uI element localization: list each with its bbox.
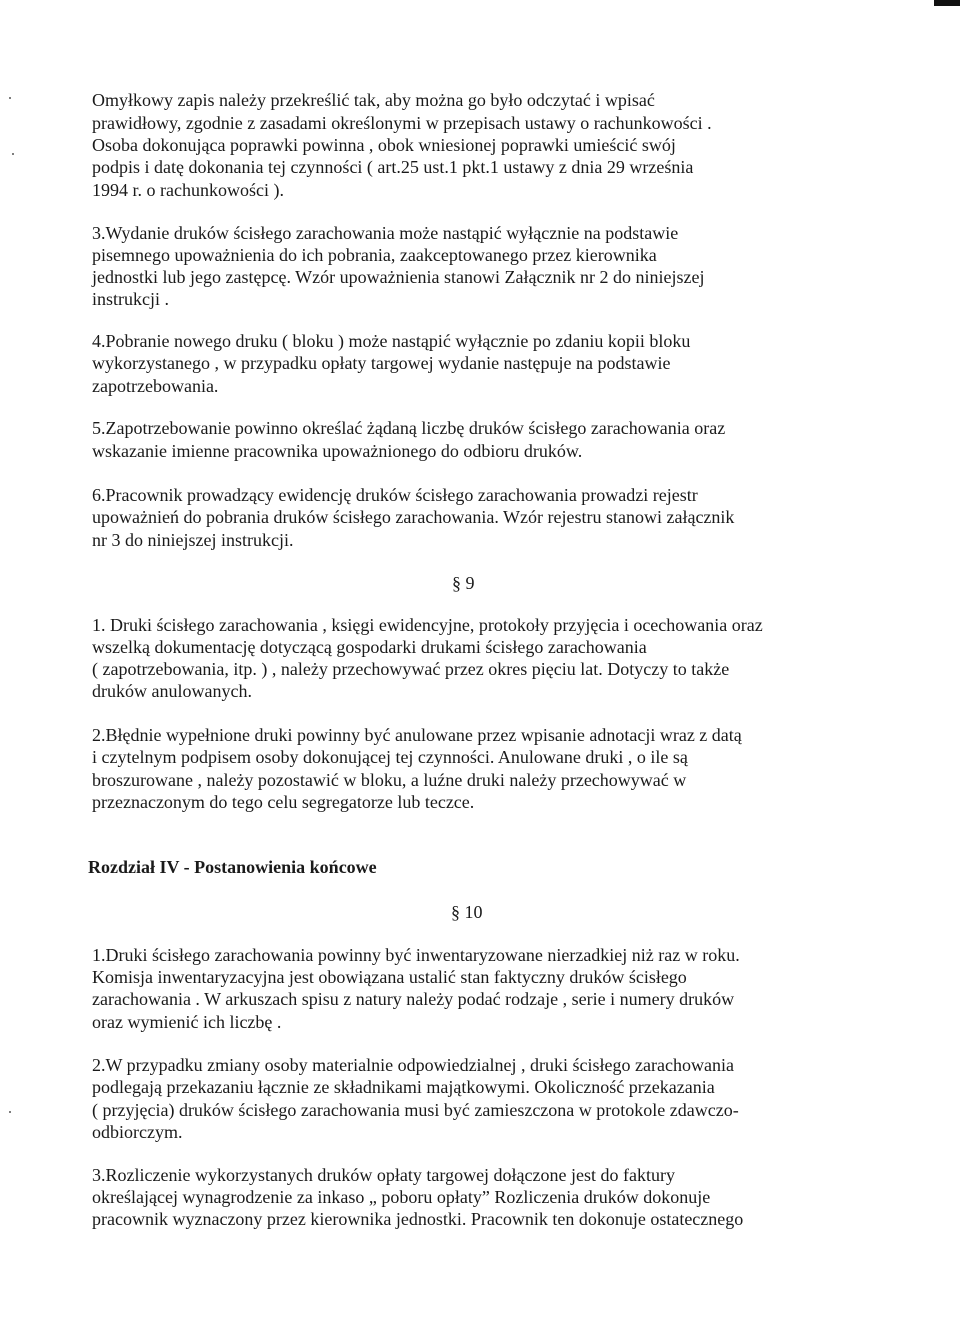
- text-line: wszelką dokumentację dotyczącą gospodarki drukami ścisłego zarachowania: [92, 637, 647, 657]
- text-line: Omyłkowy zapis należy przekreślić tak, aby można go było odczytać i wpisać: [92, 90, 655, 110]
- text-line: broszurowane , należy pozostawić w bloku, a luźne druki należy przechowywać w: [92, 770, 687, 790]
- scan-speck: [9, 1111, 11, 1113]
- scan-speck: [12, 153, 14, 155]
- text-line: wykorzystanego , w przypadku opłaty targowej wydanie następuje na podstawie: [92, 353, 671, 373]
- text-line: instrukcji .: [92, 289, 169, 309]
- text-line: zarachowania . W arkuszach spisu z natury należy podać rodzaje , serie i numery druków: [92, 989, 735, 1009]
- scan-edge-mark: [934, 0, 960, 6]
- text-line: wskazanie imienne pracownika upoważnionego do odbioru druków.: [92, 441, 583, 461]
- text-line: oraz wymienić ich liczbę .: [92, 1012, 282, 1032]
- text-line: 3.Wydanie druków ścisłego zarachowania może nastąpić wyłącznie na podstawie: [92, 223, 679, 243]
- section-heading-9: § 9: [452, 573, 475, 593]
- text-line: przeznaczonym do tego celu segregatorze lub teczce.: [92, 792, 475, 812]
- text-line: odbiorczym.: [92, 1122, 183, 1142]
- text-line: 6.Pracownik prowadzący ewidencję druków ścisłego zarachowania prowadzi rejestr: [92, 485, 698, 505]
- text-line: 5.Zapotrzebowanie powinno określać żądaną liczbę druków ścisłego zarachowania oraz: [92, 418, 726, 438]
- chapter-heading: Rozdział IV - Postanowienia końcowe: [88, 857, 377, 877]
- text-line: druków anulowanych.: [92, 681, 252, 701]
- text-line: 2.W przypadku zmiany osoby materialnie odpowiedzialnej , druki ścisłego zarachowania: [92, 1055, 734, 1075]
- text-line: podlegają przekazaniu łącznie ze składnikami majątkowymi. Okoliczność przekazania: [92, 1077, 715, 1097]
- text-line: 2.Błędnie wypełnione druki powinny być anulowane przez wpisanie adnotacji wraz z datą: [92, 725, 742, 745]
- text-line: Komisja inwentaryzacyjna jest obowiązana ustalić stan faktyczny druków ścisłego: [92, 967, 687, 987]
- text-line: i czytelnym podpisem osoby dokonującej tej czynności. Anulowane druki , o ile są: [92, 747, 688, 767]
- scan-speck: [9, 97, 11, 99]
- text-line: 3.Rozliczenie wykorzystanych druków opłaty targowej dołączone jest do faktury: [92, 1165, 675, 1185]
- text-line: pisemnego upoważnienia do ich pobrania, zaakceptowanego przez kierownika: [92, 245, 657, 265]
- text-line: nr 3 do niniejszej instrukcji.: [92, 530, 294, 550]
- text-line: podpis i datę dokonania tej czynności ( art.25 ust.1 pkt.1 ustawy z dnia 29 września: [92, 157, 694, 177]
- text-line: zapotrzebowania.: [92, 376, 219, 396]
- text-line: 4.Pobranie nowego druku ( bloku ) może nastąpić wyłącznie po zdaniu kopii bloku: [92, 331, 691, 351]
- text-line: upoważnień do pobrania druków ścisłego zarachowania. Wzór rejestru stanowi załącznik: [92, 507, 735, 527]
- text-line: jednostki lub jego zastępcę. Wzór upoważnienia stanowi Załącznik nr 2 do niniejszej: [92, 267, 705, 287]
- text-line: prawidłowy, zgodnie z zasadami określonymi w przepisach ustawy o rachunkowości .: [92, 113, 712, 133]
- text-line: określającej wynagrodzenie za inkaso „ poboru opłaty” Rozliczenia druków dokonuje: [92, 1187, 711, 1207]
- text-line: pracownik wyznaczony przez kierownika jednostki. Pracownik ten dokonuje ostatecznego: [92, 1209, 744, 1229]
- text-line: ( przyjęcia) druków ścisłego zarachowania musi być zamieszczona w protokole zdawczo-: [92, 1100, 739, 1120]
- text-line: 1.Druki ścisłego zarachowania powinny być inwentaryzowane nierzadkiej niż raz w roku.: [92, 945, 740, 965]
- text-line: ( zapotrzebowania, itp. ) , należy przechowywać przez okres pięciu lat. Dotyczy to także: [92, 659, 730, 679]
- text-line: 1. Druki ścisłego zarachowania , księgi ewidencyjne, protokoły przyjęcia i ocechowania oraz: [92, 615, 763, 635]
- text-line: 1994 r. o rachunkowości ).: [92, 180, 284, 200]
- section-heading-10: § 10: [451, 902, 483, 922]
- text-line: Osoba dokonująca poprawki powinna , obok wniesionej poprawki umieścić swój: [92, 135, 676, 155]
